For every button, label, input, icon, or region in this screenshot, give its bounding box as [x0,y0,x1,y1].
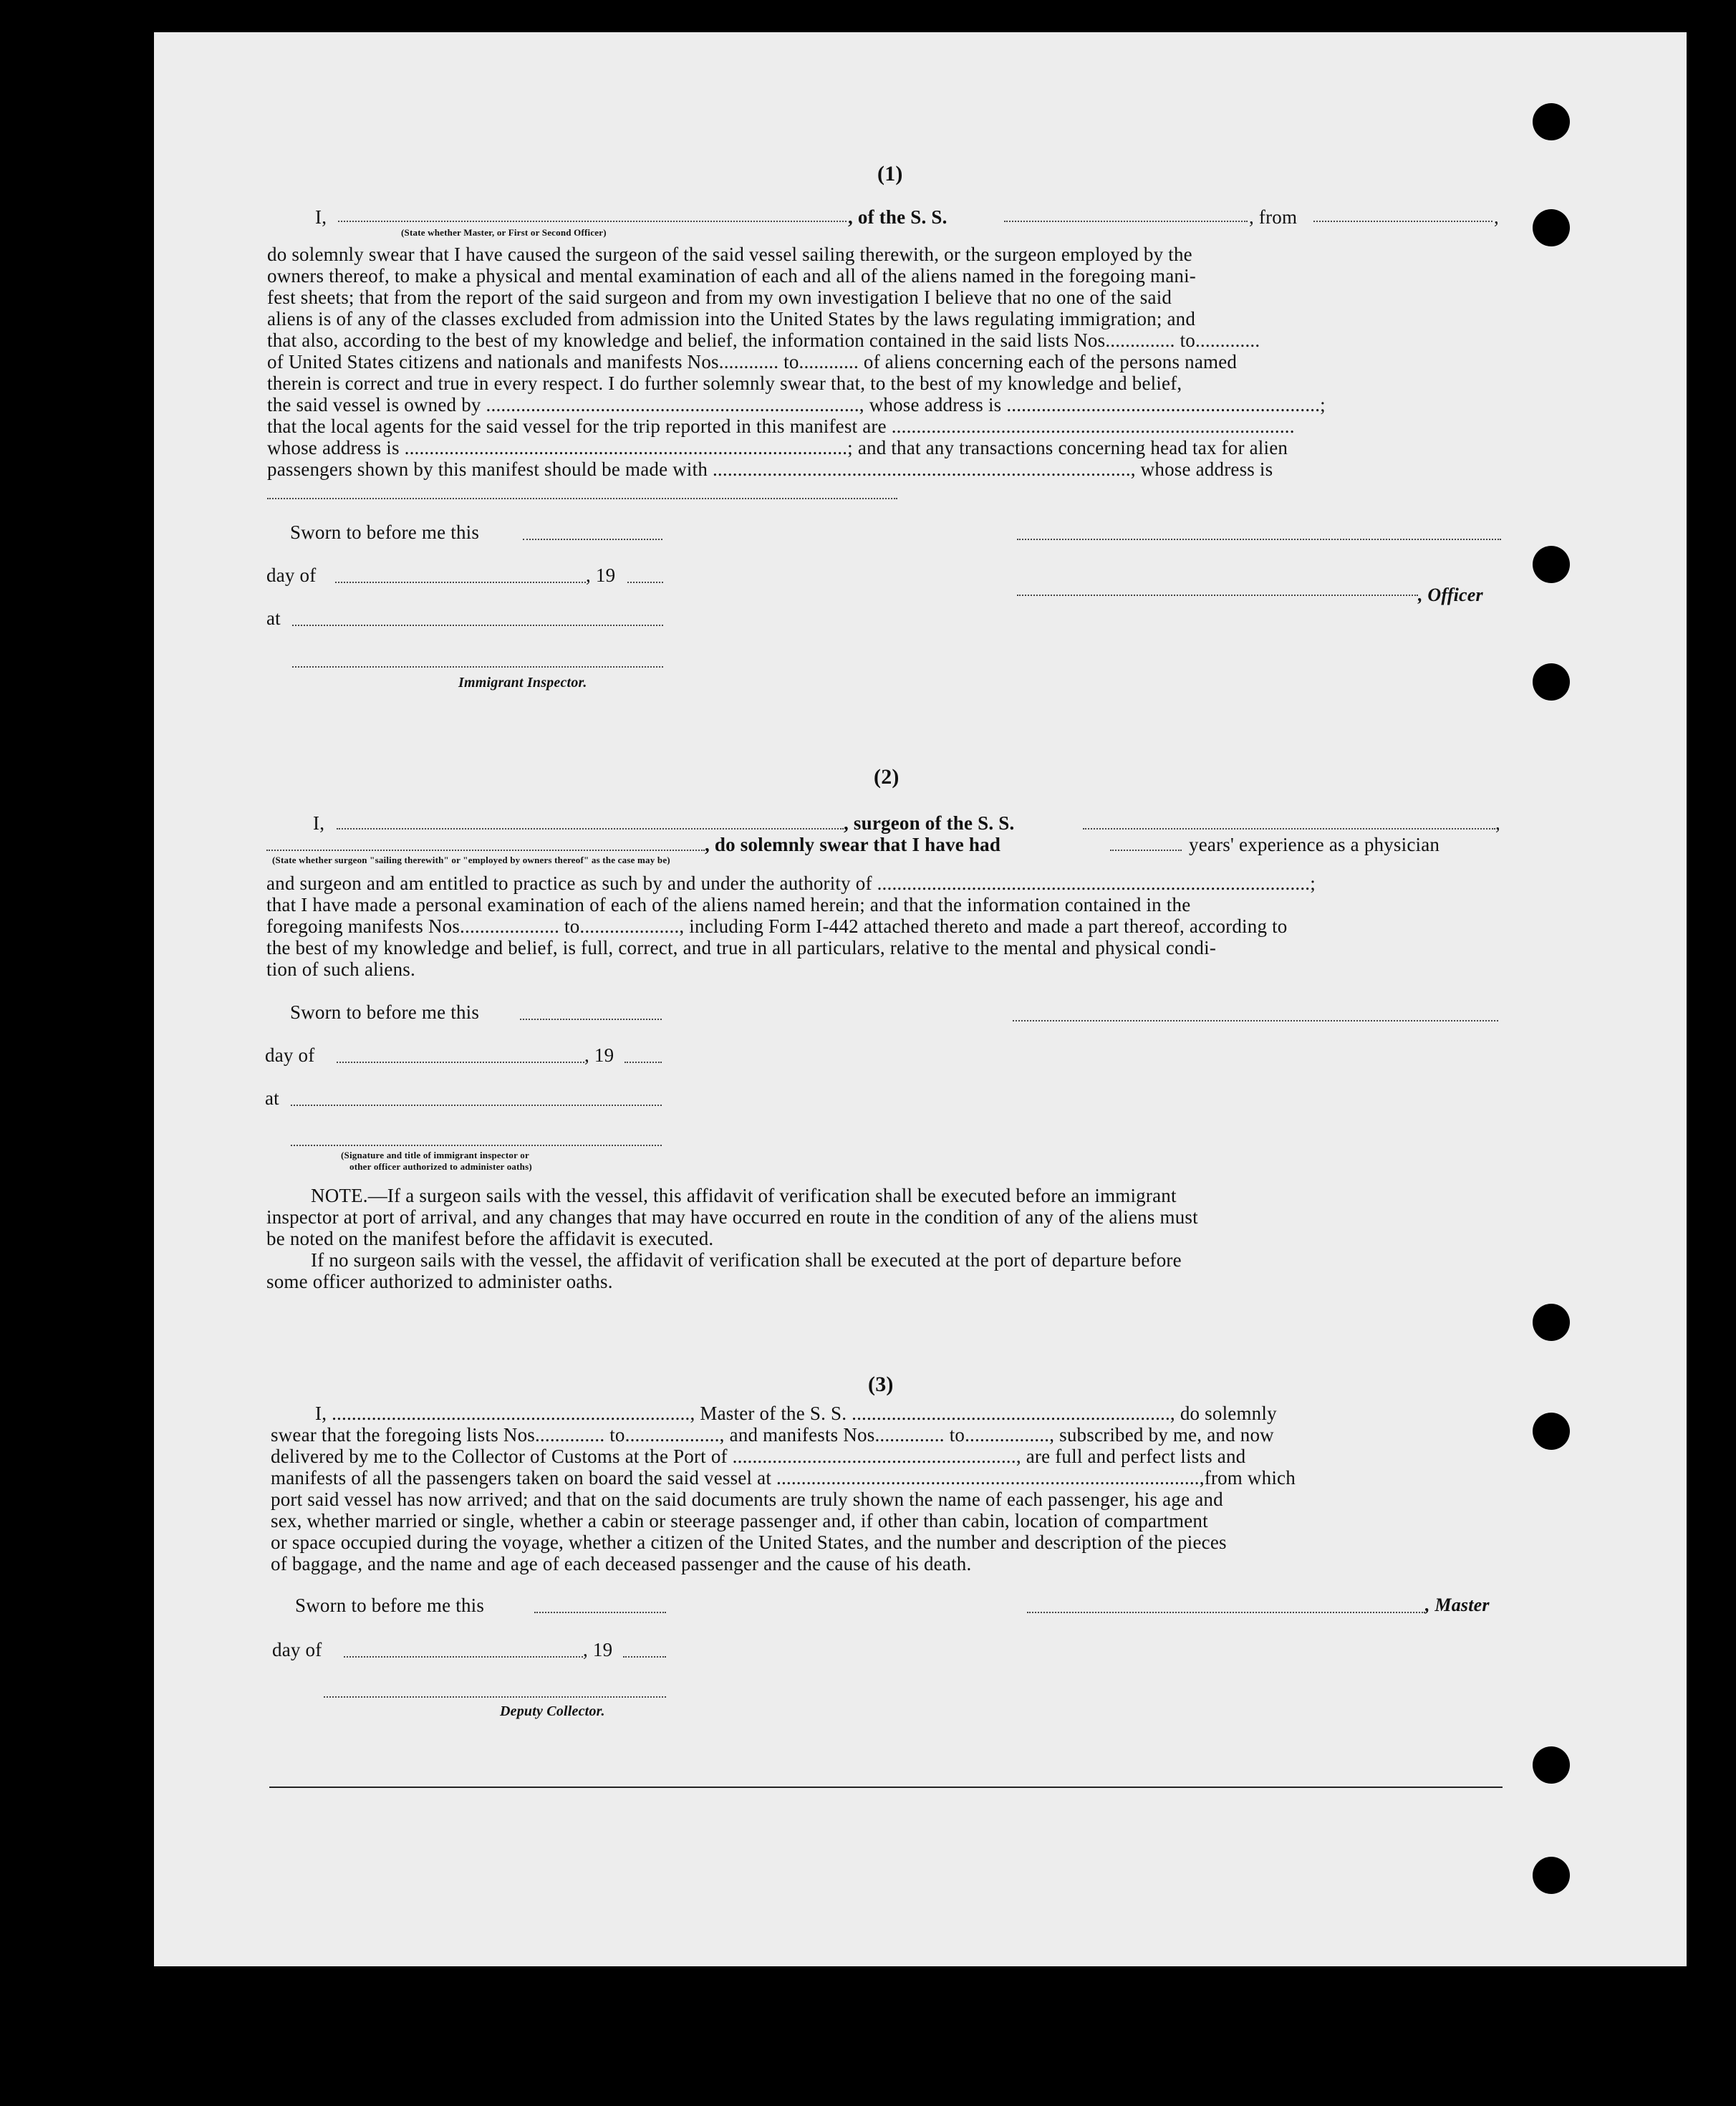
binder-hole [1533,1857,1570,1894]
s2-body-line: and surgeon and am entitled to practice as such by and under the authority of .......................................................................................; [266,872,1316,894]
s2-line1-comma: , [1495,812,1500,834]
s2-years-label: years' experience as a physician [1189,834,1440,855]
s2-day-of-field[interactable] [337,1062,584,1063]
s1-body-line: that the local agents for the said vessel for the trip reported in this manifest are ................................................................................. [267,415,1295,437]
s1-body-line: the said vessel is owned by ..........................................................................., whose address is ...............................................................; [267,394,1326,415]
s2-subnote: (State whether surgeon "sailing therewith" or "employed by owners thereof" as the case may be) [272,855,670,865]
s2-swear-label: , do solemnly swear that I have had [705,834,1001,855]
s2-signature-caption-2: other officer authorized to administer oaths) [349,1161,532,1172]
s1-day-of-label: day of [266,564,317,586]
s2-vessel-name-field[interactable] [1083,828,1495,830]
s3-sworn-date-field[interactable] [534,1612,666,1613]
s2-years-field[interactable] [1110,850,1182,851]
s2-note-line: some officer authorized to administer oaths. [266,1271,613,1292]
s1-subnote: (State whether Master, or First or Second Officer) [401,227,607,238]
s2-body-line: tion of such aliens. [266,958,415,980]
s1-sworn-label: Sworn to before me this [290,521,480,543]
s1-body-line: fest sheets; that from the report of the said surgeon and from my own investigation I believe that no one of the said [267,287,1172,308]
section-1-heading: (1) [877,162,903,186]
s3-body-line: of baggage, and the name and age of each deceased passenger and the cause of his death. [271,1553,972,1574]
s1-vessel-name-field[interactable] [1004,221,1248,222]
s1-headtax-address-field[interactable] [267,498,897,499]
binder-hole [1533,546,1570,583]
s1-year-field[interactable] [627,582,663,583]
s1-year-label: , 19 [586,564,616,586]
s2-at-label: at [265,1087,279,1109]
binder-hole [1533,663,1570,701]
s1-inspector-caption: Immigrant Inspector. [458,675,587,691]
s1-from-field[interactable] [1313,221,1493,222]
s2-sworn-date-field[interactable] [520,1019,662,1020]
s2-year-label: , 19 [584,1044,614,1066]
s1-body-line: that also, according to the best of my knowledge and belief, the information contained in the said lists Nos.............. to............. [267,330,1260,351]
s2-body-line: foregoing manifests Nos.................... to...................., including Form I-442 attached thereto and made a part thereof, according to [266,915,1288,937]
s3-collector-signature-field[interactable] [324,1696,666,1698]
s3-day-of-label: day of [272,1639,322,1660]
s2-signature-caption-1: (Signature and title of immigrant inspector or [341,1150,529,1160]
s1-at-label: at [266,607,281,629]
s2-surgeon-signature-field[interactable] [1013,1020,1498,1021]
s1-sworn-date-field[interactable] [523,539,662,540]
section-2-heading: (2) [874,765,900,789]
s2-i-label: I, [313,812,325,834]
s3-master-signature-field[interactable] [1027,1612,1425,1613]
s1-body-line: whose address is .........................................................................................; and that any transactions concerning head tax for alien [267,437,1288,458]
binder-hole [1533,1746,1570,1784]
s2-note-line: inspector at port of arrival, and any changes that may have occurred en route in the condition of any of the aliens must [266,1206,1198,1228]
s1-i-label: I, [315,206,327,228]
s1-of-ss-label: , of the S. S. [848,206,947,228]
binder-hole [1533,209,1570,246]
s1-at-field[interactable] [292,625,663,626]
s2-year-field[interactable] [625,1062,662,1063]
s1-body-line: owners thereof, to make a physical and mental examination of each and all of the aliens named in the foregoing mani- [267,265,1196,287]
s2-body-line: the best of my knowledge and belief, is full, correct, and true in all particulars, relative to the mental and physical condi- [266,937,1217,958]
s1-officer-name-field[interactable] [338,221,847,222]
s3-year-label: , 19 [583,1639,613,1660]
s1-day-of-field[interactable] [335,582,586,583]
s3-body-line: manifests of all the passengers taken on board the said vessel at .....................................................................................,from which [271,1467,1296,1489]
s1-officer-signature-field[interactable] [1017,595,1418,596]
section-3-heading: (3) [868,1372,894,1396]
s2-surgeon-status-field[interactable] [266,850,705,851]
s1-body-line: aliens is of any of the classes excluded from admission into the United States by the laws regulating immigration; and [267,308,1196,330]
s1-body-line: of United States citizens and nationals and manifests Nos............ to............ of aliens concerning each of the persons named [267,351,1238,372]
s1-body-line: do solemnly swear that I have caused the surgeon of the said vessel sailing therewith, or the surgeon employed by the [267,244,1192,265]
s1-inspector-signature-field[interactable] [292,666,663,668]
s2-at-field[interactable] [291,1105,662,1106]
s3-sworn-label: Sworn to before me this [295,1595,485,1616]
s3-body-line: I, ........................................................................, Master of the S. S. ................................................................, do solemnly [315,1403,1277,1424]
s1-line1-comma: , [1494,206,1499,228]
binder-hole [1533,1413,1570,1450]
s1-officer-caption: , Officer [1418,585,1483,605]
s3-collector-caption: Deputy Collector. [500,1703,605,1719]
s1-from-label: , from [1249,206,1298,228]
s2-signature-field[interactable] [291,1145,662,1146]
s2-day-of-label: day of [265,1044,315,1066]
s2-sworn-label: Sworn to before me this [290,1001,480,1023]
s3-body-line: delivered by me to the Collector of Customs at the Port of ........................................................., are full and perfect lists and [271,1446,1246,1467]
s2-note-line: be noted on the manifest before the affidavit is executed. [266,1228,714,1249]
s3-body-line: or space occupied during the voyage, whether a citizen of the United States, and the number and description of the pieces [271,1532,1227,1553]
s2-note-line: NOTE.—If a surgeon sails with the vessel, this affidavit of verification shall be executed before an immigrant [311,1185,1177,1206]
s3-body-line: port said vessel has now arrived; and that on the said documents are truly shown the name of each passenger, his age and [271,1489,1223,1510]
s2-surgeon-name-field[interactable] [337,828,844,830]
binder-hole [1533,103,1570,140]
binder-hole [1533,1304,1570,1341]
s2-body-line: that I have made a personal examination of each of the aliens named herein; and that the information contained in the [266,894,1191,915]
s3-master-caption: , Master [1425,1595,1490,1615]
bottom-rule [269,1787,1503,1788]
s3-year-field[interactable] [623,1656,666,1658]
s1-body-line: passengers shown by this manifest should be made with ...................................................................................., whose address is [267,458,1273,480]
s2-surgeon-label: , surgeon of the S. S. [844,812,1015,834]
s3-day-of-field[interactable] [344,1656,583,1658]
s3-body-line: sex, whether married or single, whether a cabin or steerage passenger and, if other than cabin, location of compartment [271,1510,1208,1532]
s1-officer-signature-top[interactable] [1017,539,1501,540]
s2-note-line: If no surgeon sails with the vessel, the affidavit of verification shall be executed at the port of departure before [311,1249,1182,1271]
s3-body-line: swear that the foregoing lists Nos.............. to..................., and manifests Nos.............. to................., subscribed by me, and now [271,1424,1274,1446]
s1-body-line: therein is correct and true in every respect. I do further solemnly swear that, to the best of my knowledge and belief, [267,372,1182,394]
